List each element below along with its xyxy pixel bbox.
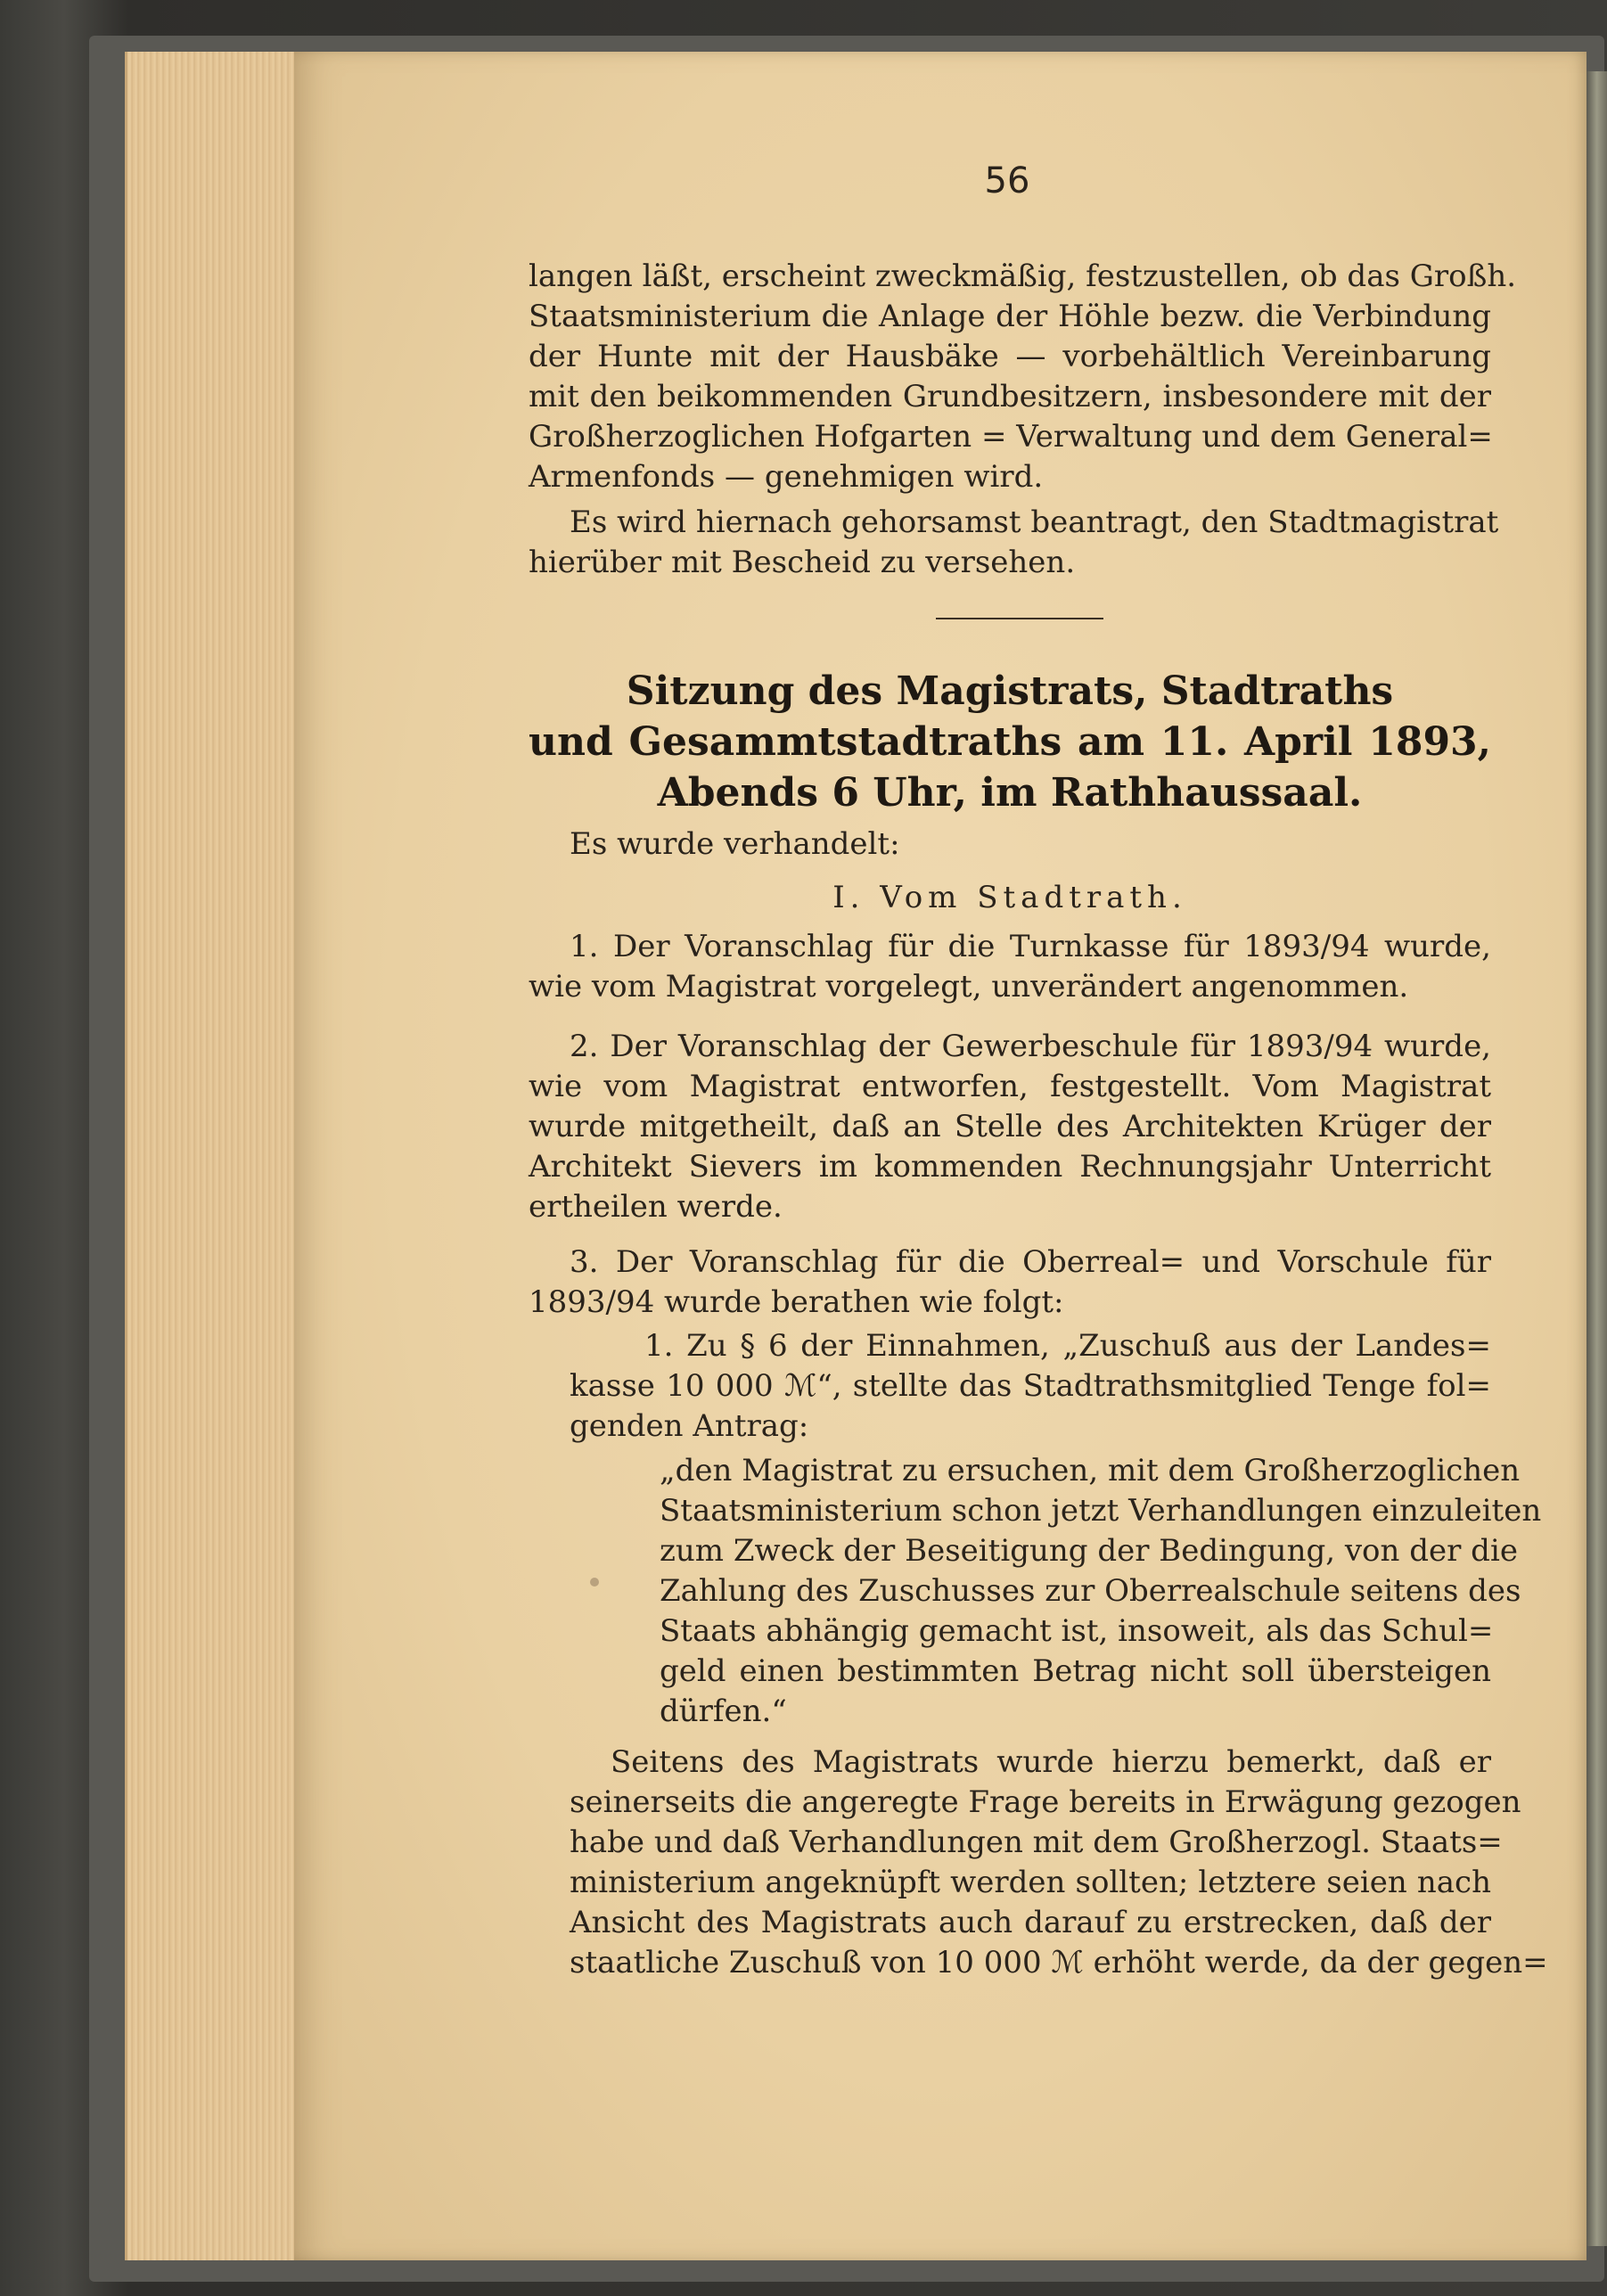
text-line: „den Magistrat zu ersuchen, mit dem Großherzoglichen: [660, 1453, 1521, 1488]
text-line: wie vom Magistrat vorgelegt, unverändert angenommen.: [529, 969, 1409, 1004]
heading-line: Abends 6 Uhr, im Rathhaussaal.: [657, 770, 1363, 816]
heading-line: Sitzung des Magistrats, Stadtraths: [626, 668, 1394, 714]
text-line: Großherzoglichen Hofgarten = Verwaltung und dem General=: [529, 419, 1493, 455]
intro-paragraph: [529, 257, 1517, 497]
paper-spot: [590, 1578, 599, 1587]
page-edges: [125, 52, 306, 2260]
page-number: 56: [984, 160, 1030, 201]
text-line: genden Antrag:: [570, 1408, 809, 1444]
session-heading: [529, 667, 1491, 819]
text-line: hierüber mit Bescheid zu versehen.: [529, 545, 1076, 580]
heading-line: und Gesammtstadtraths am 11. April 1893,: [529, 719, 1491, 765]
text-line: 2. Der Voranschlag der Gewerbeschule für 1893/94 wurde,: [570, 1029, 1491, 1064]
text-line: langen läßt, erscheint zweckmäßig, festzustellen, ob das Großh.: [529, 258, 1517, 294]
text-line: seinerseits die angeregte Frage bereits in Erwägung gezogen: [570, 1784, 1521, 1820]
text-line: habe und daß Verhandlungen mit dem Großherzogl. Staats=: [570, 1824, 1503, 1860]
motion-quote: [660, 1451, 1542, 1732]
text-line: Staats abhängig gemacht ist, insoweit, als das Schul=: [660, 1613, 1494, 1649]
text-line: wurde mitgetheilt, daß an Stelle des Architekten Krüger der: [529, 1109, 1491, 1144]
negotiated-line: [529, 824, 1491, 865]
text-line: Staatsministerium die Anlage der Höhle bezw. die Verbindung: [529, 299, 1491, 334]
section-title: [529, 878, 1491, 918]
text-line: 1893/94 wurde berathen wie folgt:: [529, 1284, 1064, 1320]
section-divider: [936, 618, 1103, 619]
item-2: [529, 1027, 1491, 1227]
text-line: 1. Der Voranschlag für die Turnkasse für 1893/94 wurde,: [570, 929, 1491, 964]
request-paragraph: [529, 503, 1499, 583]
magistrate-response: [570, 1742, 1548, 1983]
page-curl: [1587, 71, 1607, 2246]
text-line: kasse 10 000 ℳ“, stellte das Stadtrathsmitglied Tenge fol=: [570, 1368, 1491, 1404]
text-line: zum Zweck der Beseitigung der Bedingung, von der die: [660, 1533, 1518, 1569]
text-line: Zahlung des Zuschusses zur Oberrealschule seitens des: [660, 1573, 1521, 1609]
text-line: 1. Zu § 6 der Einnahmen, „Zuschuß aus der Landes=: [644, 1328, 1491, 1364]
text-line: staatliche Zuschuß von 10 000 ℳ erhöht werde, da der gegen=: [570, 1945, 1548, 1980]
text-line: Es wurde verhandelt:: [570, 826, 900, 862]
text-line: Seitens des Magistrats wurde hierzu bemerkt, daß er: [611, 1744, 1491, 1780]
section-title-text: I. Vom Stadtrath.: [832, 880, 1187, 915]
text-line: ministerium angeknüpft werden sollten; letztere seien nach: [570, 1865, 1491, 1900]
sub-item-1: [529, 1326, 1491, 1447]
text-line: Es wird hiernach gehorsamst beantragt, den Stadtmagistrat: [570, 504, 1499, 540]
item-3: [529, 1242, 1491, 1323]
text-line: Ansicht des Magistrats auch darauf zu erstrecken, daß der: [570, 1905, 1491, 1940]
text-line: dürfen.“: [660, 1693, 787, 1729]
text-line: geld einen bestimmten Betrag nicht soll übersteigen: [660, 1653, 1491, 1689]
text-line: ertheilen werde.: [529, 1189, 783, 1225]
item-1: [529, 927, 1491, 1007]
text-line: Staatsministerium schon jetzt Verhandlungen einzuleiten: [660, 1493, 1542, 1529]
text-line: wie vom Magistrat entworfen, festgestellt. Vom Magistrat: [529, 1069, 1491, 1104]
text-line: Armenfonds — genehmigen wird.: [529, 459, 1044, 495]
text-line: mit den beikommenden Grundbesitzern, insbesondere mit der: [529, 379, 1491, 414]
text-line: 3. Der Voranschlag für die Oberreal= und Vorschule für: [570, 1244, 1491, 1280]
text-line: der Hunte mit der Hausbäke — vorbehältlich Vereinbarung: [529, 339, 1491, 374]
text-line: Architekt Sievers im kommenden Rechnungsjahr Unterricht: [529, 1149, 1491, 1185]
